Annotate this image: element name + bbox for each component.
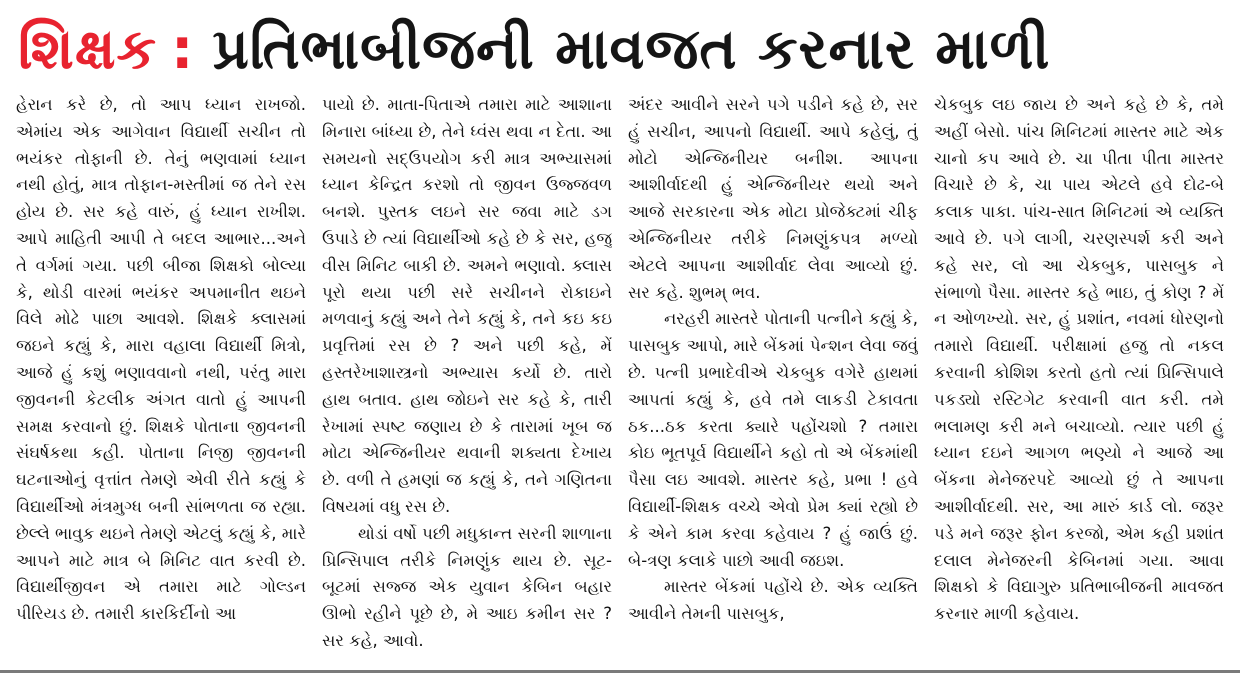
article-column-2 (322, 92, 612, 664)
paragraph: હેરાન કરે છે, તો આપ ધ્યાન રાખજો. એમાંય એક આગેવાન વિદ્યાર્થી સચીન તો ભયંકર તોફાની છે. તેનું ભણવામાં ધ્યાન નથી હોતું, માત્ર તોફાન-મસ્તીમાં જ તેને રસ હોય છે. સર કહે વારું, હું ધ્યાન રાખીશ. આપે માહિતી આપી તે બદલ આભાર...અને તે વર્ગમાં ગયા. પછી બીજા શિક્ષકો બોલ્યા કે, થોડી વારમાં ભયંકર અપમાનીત થઇને વિલે મોઢે પાછા આવશે. શિક્ષકે ક્લાસમાં જઇને કહ્યું કે, મારા વહાલા વિદ્યાર્થી મિત્રો, આજે હું કશું ભણાવવાનો નથી, પરંતુ મારા જીવનની કેટલીક અંગત વાતો હું આપની સમક્ષ કરવાનો છું. શિક્ષકે પોતાના જીવનની સંઘર્ષકથા કહી. પોતાના નિજી જીવનની ઘટનાઓનું વૃત્તાંત તેમણે એવી રીતે કહ્યું કે વિદ્યાર્થીઓ મંત્રમુગ્ધ બની સાંભળતા જ રહ્યા. છેલ્લે ભાવુક થઇને તેમણે એટલું કહ્યું કે, મારે આપને માટે માત્ર બે મિનિટ વાત કરવી છે. વિદ્યાર્થીજીવન એ તમારા માટે ગોલ્ડન પીરિયડ છે. તમારી કારકિર્દીનો આ (16, 95, 306, 624)
paragraph: અંદર આવીને સરને પગે પડીને કહે છે, સર હું સચીન, આપનો વિદ્યાર્થી. આપે કહેલું, તું મોટો એન્જિનીયર બનીશ. આપના આશીર્વાદથી હું એન્જિનીયર થયો અને આજે સરકારના એક મોટા પ્રોજેક્ટમાં ચીફ એન્જિનીયર તરીકે નિમણુંકપત્ર મળ્યો એટલે આપના આશીર્વાદ લેવા આવ્યો છું. સર કહે. શુભમ્ ભવ. (628, 95, 918, 302)
paragraph: ચેકબુક લઇ જાય છે અને કહે છે કે, તમે અહીં બેસો. પાંચ મિનિટમાં માસ્તર માટે એક ચાનો કપ આવે છે. ચા પીતા પીતા માસ્તર વિચારે છે કે, ચા પાય એટલે હવે દોઢ-બે કલાક પાકા. પાંચ-સાત મિનિટમાં એ વ્યક્તિ આવે છે. પગે લાગી, ચરણસ્પર્શ કરી અને કહે સર, લો આ ચેકબુક, પાસબુક ને સંભાળો પૈસા. માસ્તર કહે ભાઇ, તું કોણ ? મેં ન ઓળખ્યો. સર, હું પ્રશાંત, નવમાં ધોરણનો તમારો વિદ્યાર્થી. પરીક્ષામાં હજુ તો નકલ કરવાની કોશિશ કરતો હતો ત્યાં પ્રિન્સિપાલે પકડ્યો રસ્ટિગેટ કરવાની વાત કરી. તમે ભલામણ કરી મને બચાવ્યો. ત્યાર પછી હું ધ્યાન દઇને આગળ ભણ્યો ને આજે આ બેંકના મેનેજરપદે આવ્યો છું તે આપના આશીર્વાદથી. સર, આ મારું કાર્ડ લો. જરૂર પડે મને જરૂર ફોન કરજો, એમ કહી પ્રશાંત દલાલ મેનેજરની કેબિનમાં ગયા. આવા શિક્ષકો કે વિદ્યાગુરુ પ્રતિભાબીજની માવજત કરનાર માળી કહેવાય. (934, 95, 1224, 624)
paragraph: નરહરી માસ્તરે પોતાની પત્નીને કહ્યું કે, પાસબુક આપો, મારે બેંકમાં પેન્શન લેવા જવું છે. પત્ની પ્રભાદેવીએ ચેકબુક વગેરે હાથમાં આપતાં કહ્યું કે, હવે તમે લાકડી ટેકાવતા ઠક...ઠક કરતા ક્યારે પહોંચશો ? તમારા કોઇ ભૂતપૂર્વ વિદ્યાર્થીને કહો તો એ બેંકમાંથી પૈસા લઇ આવશે. માસ્તર કહે, પ્રભા ! હવે વિદ્યાર્થી-શિક્ષક વચ્ચે એવો પ્રેમ ક્યાં રહ્યો છે કે એને કામ કરવા કહેવાય ? હું જાઉં છું. બે-ત્રણ કલાકે પાછો આવી જઇશ. (628, 309, 918, 570)
article-columns (16, 92, 1224, 664)
bottom-rule (0, 670, 1240, 673)
headline-title: પ્રતિભાબીજની માવજત કરનાર માળી (212, 17, 1051, 82)
headline-kicker: શિક્ષક (18, 17, 158, 82)
paragraph: થોડાં વર્ષો પછી મધુકાન્ત સરની શાળાના પ્રિન્સિપાલ તરીકે નિમણુંક થાય છે. સૂટ-બૂટમાં સજ્જ એક યુવાન કેબિન બહાર ઊભો રહીને પૂછે છે, મે આઇ કમીન સર ? સર કહે, આવો. (322, 523, 612, 650)
article-column-4 (934, 92, 1224, 664)
article-column-3 (628, 92, 918, 664)
paragraph: પાયો છે. માતા-પિતાએ તમારા માટે આશાના મિનારા બાંધ્યા છે, તેને ધ્વંસ થવા ન દેતા. આ સમયનો સદ્ઉપયોગ કરી માત્ર અભ્યાસમાં ધ્યાન કેન્દ્રિત કરશો તો જીવન ઉજ્જવળ બનશે. પુસ્તક લઇને સર જવા માટે ડગ ઉપાડે છે ત્યાં વિદ્યાર્થીઓ કહે છે કે સર, હજુ વીસ મિનિટ બાકી છે. અમને ભણાવો. ક્લાસ પૂરો થયા પછી સરે સચીનને રોકાઇને મળવાનું કહ્યું અને તેને કહ્યું કે, તને કઇ કઇ પ્રવૃત્તિમાં રસ છે ? અને પછી કહે, મેં હસ્તરેખાશાસ્ત્રનો અભ્યાસ કર્યો છે. તારો હાથ બતાવ. હાથ જોઇને સર કહે કે, તારી રેખામાં સ્પષ્ટ જણાય છે કે તારામાં ખૂબ જ મોટા એન્જિનીયર થવાની શક્યતા દેખાય છે. વળી તે હમણાં જ કહ્યું કે, તને ગણિતના વિષયમાં વધુ રસ છે. (322, 95, 612, 516)
headline (18, 10, 1222, 90)
headline-separator: : (171, 17, 195, 82)
article-column-1 (16, 92, 306, 664)
paragraph: માસ્તર બેંકમાં પહોંચે છે. એક વ્યક્તિ આવીને તેમની પાસબુક, (628, 577, 918, 624)
